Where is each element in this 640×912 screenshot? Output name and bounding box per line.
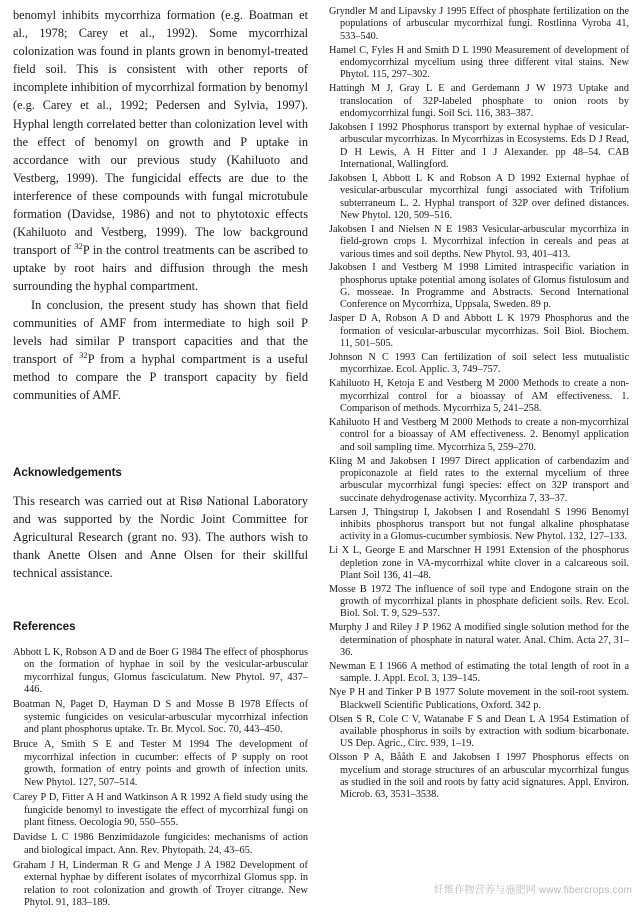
superscript: 32 — [79, 349, 88, 360]
watermark-url: www.fibercrops.com — [538, 885, 632, 896]
body-text: In conclusion, the present study has shown that field communities of AMF from intermediate to high soil P levels had similar P transport capacities and that the transport of — [13, 297, 308, 366]
reference-entry: Kling M and Jakobsen I 1997 Direct application of carbendazim and propiconazole at field rates to the external mycelium of three arbuscular mycorrhizal fungi species: effect on 32P transport and succinate dehydrogenase activity. Mycorrhiza 7, 33–37. — [329, 455, 629, 504]
reference-entry: Jakobsen I 1992 Phosphorus transport by external hyphae of vesicular-arbuscular mycorrhizas. In Mycorrhizas in Ecosystems. Eds D J Read, D H Lewis, A H Fitter and I J Alexander. pp 48–54. CAB International, Wallingford. — [329, 121, 629, 170]
reference-entry: Murphy J and Riley J P 1962 A modified single solution method for the determination of phosphate in natural water. Anal. Chim. Acta 27, 31–36. — [329, 622, 629, 659]
references-heading: References — [13, 619, 76, 633]
watermark — [434, 881, 632, 896]
reference-entry: Hattingh M J, Gray L E and Gerdemann J W 1973 Uptake and translocation of 32P-labeled phosphate to onion roots by endomycorrhizal fungi. Soil Sci. 116, 383–387. — [329, 83, 629, 119]
left-column — [13, 6, 308, 912]
body-paragraph-1 — [13, 6, 308, 296]
reference-entry: Jakobsen I, Abbott L K and Robson A D 1992 External hyphae of vesicular-arbuscular mycorrhizal fungi associated with Trifolium subterraneum L. 2. Hyphal transport of 32P over defined distances. New Phytol. 120, 509–516. — [329, 172, 629, 221]
reference-entry: Nye P H and Tinker P B 1977 Solute movement in the soil-root system. Blackwell Scientific Publications, Oxford. 342 p. — [329, 687, 629, 711]
superscript: 32 — [74, 241, 83, 252]
body-text: P from a hyphal compartment is a useful method to compare the P transport capacity by field communities of AMF. — [13, 351, 308, 402]
reference-entry: Graham J H, Linderman R G and Menge J A 1982 Development of external hyphae by different isolates of mycorrhizal Glomus spp. in relation to root colonization and growth of Troyer citrange. New Phytol. 91, 183–189. — [13, 859, 308, 909]
reference-entry: Newman E I 1966 A method of estimating the total length of root in a sample. J. Appl. Ecol. 3, 139–145. — [329, 661, 629, 685]
references-right-list — [329, 6, 629, 802]
reference-entry: Bruce A, Smith S E and Tester M 1994 The development of mycorrhizal infection in cucumber: effects of P supply on root growth, formation of entry points and growth of infection units. New Phytol. 127, 507–514. — [13, 739, 308, 789]
body-text: P in the control treatments can be ascribed to uptake by root hairs and diffusion through the mesh surrounding the hyphal compartment. — [13, 243, 308, 294]
reference-entry: Gryndler M and Lipavsky J 1995 Effect of phosphate fertilization on the populations of arbuscular mycorrhizal fungi. Rostlinna Vyroba 41, 533–540. — [329, 6, 629, 42]
reference-entry: Kahiluoto H and Vestberg M 2000 Methods to create a non-mycorrhizal control for a bioassay of AM effectiveness. 2. Benomyl application and soil sampling time. Mycorrhiza 5, 259–270. — [329, 416, 629, 453]
reference-entry: Abbott L K, Robson A D and de Boer G 1984 The effect of phosphorus on the formation of hyphae in soil by the vesicular-arbuscular mycorrhizal fungus, Glomus fasciculatum. New Phytol. 97, 437–446. — [13, 646, 308, 696]
watermark-cn: 纤维作物营养与施肥网 — [433, 885, 536, 896]
reference-entry: Jakobsen I and Nielsen N E 1983 Vesicular-arbuscular mycorrhiza in field-grown crops I. Mycorrhizal infection in cereals and peas at various times and soil depths. New Phytol. 93, 401–413. — [329, 223, 629, 260]
reference-entry: Kahiluoto H, Ketoja E and Vestberg M 2000 Methods to create a non-mycorrhizal control for a bioassay of AM effectiveness. 1. Comparison of methods. Mycorrhiza 5, 241–258. — [329, 378, 629, 414]
reference-entry: Olsen S R, Cole C V, Watanabe F S and Dean L A 1954 Estimation of available phosphorus in soils by extraction with sodium bicarbonate. US Dep. Agric., Circ. 939, 1–19. — [329, 713, 629, 750]
reference-entry: Boatman N, Paget D, Hayman D S and Mosse B 1978 Effects of systemic fungicides on vesicular-arbuscular mycorrhizal infection and plant phosphorus uptake. Tr. Br. Mycol. Soc. 70, 443–450. — [13, 699, 308, 736]
reference-entry: Davidse L C 1986 Benzimidazole fungicides: mechanisms of action and biological impact. Ann. Rev. Phytopath. 24, 43–65. — [13, 832, 308, 856]
references-left-list — [13, 647, 308, 910]
reference-entry: Larsen J, Thingstrup I, Jakobsen I and Rosendahl S 1996 Benomyl inhibits phosphorus transport but not fungal alkaline phosphatase activity in a Glomus-cucumber symbiosis. New Phytol. 132, 127–133. — [329, 506, 629, 543]
acknowledgements-text: This research was carried out at Risø National Laboratory and was supported by the Nordic Joint Committee for Agricultural Research (grant no. 93). The authors wish to thank Anette Olsen and Anne Olsen for their skillful technical assistance. — [13, 494, 308, 581]
reference-entry: Hamel C, Fyles H and Smith D L 1990 Measurement of development of endomycorrhizal mycelium using three different vital stains. New Phytol. 115, 297–302. — [329, 44, 629, 81]
reference-entry: Mosse B 1972 The influence of soil type and Endogone strain on the growth of mycorrhizal plants in phosphate deficient soils. Rev. Ecol. Biol. Sol. T. 9, 529–537. — [329, 583, 629, 620]
reference-entry: Johnson N C 1993 Can fertilization of soil select less mutualistic mycorrhizae. Ecol. Applic. 3, 749–757. — [329, 352, 629, 376]
reference-entry: Olsson P A, Bååth E and Jakobsen I 1997 Phosphorus effects on mycelium and storage structures of an arbuscular mycorrhizal fungus as studied in the soil and roots by fatty acid signatures. Appl. Environ. Microb. 63, 3531–3538. — [329, 752, 629, 801]
body-text: benomyl inhibits mycorrhiza formation (e.g. Boatman et al., 1978; Carey et al., 1992). Some mycorrhizal colonization was found in plants grown in benomyl-treated field soil. This is consistent with other reports of incomplete inhibition of mycorrhizal formation by benomyl (e.g. Carey et al., 1992; Pedersen and Sylvia, 1997). Hyphal length correlated better than colonization level with the effect of benomyl on growth and P uptake in accordance with our previous study (Kahiluoto and Vestberg, 1999). The fungicidal effects are due to the interference of these compounds with fungal microtubule formation (Davidse, 1986) and not to phytotoxic effects (Kahiluoto and Vestberg, 1999). The low background transport of — [13, 8, 308, 258]
acknowledgements-heading: Acknowledgements — [13, 466, 122, 480]
right-column — [329, 6, 629, 803]
body-paragraph-2 — [13, 296, 308, 405]
reference-entry: Li X L, George E and Marschner H 1991 Extension of the phosphorus depletion zone in VA-mycorrhizal white clover in a calcareous soil. Plant Soil 136, 41–48. — [329, 545, 629, 581]
reference-entry: Jakobsen I and Vestberg M 1998 Limited intraspecific variation in phosphorus uptake potential among isolates of Glomus fistulosum and G. mosseae. In Programme and Abstracts. Second International Conference on Mycorrhiza, Uppsala, Sweden. 89 p. — [329, 262, 629, 311]
reference-entry: Carey P D, Fitter A H and Watkinson A R 1992 A field study using the fungicide benomyl to investigate the effect of mycorrhizal fungi on plant fitness. Oecologia 90, 550–555. — [13, 791, 308, 829]
reference-entry: Jasper D A, Robson A D and Abbott L K 1979 Phosphorus and the formation of vesicular-arbuscular mycorrhizas. Soil Biol. Biochem. 11, 501–505. — [329, 313, 629, 350]
